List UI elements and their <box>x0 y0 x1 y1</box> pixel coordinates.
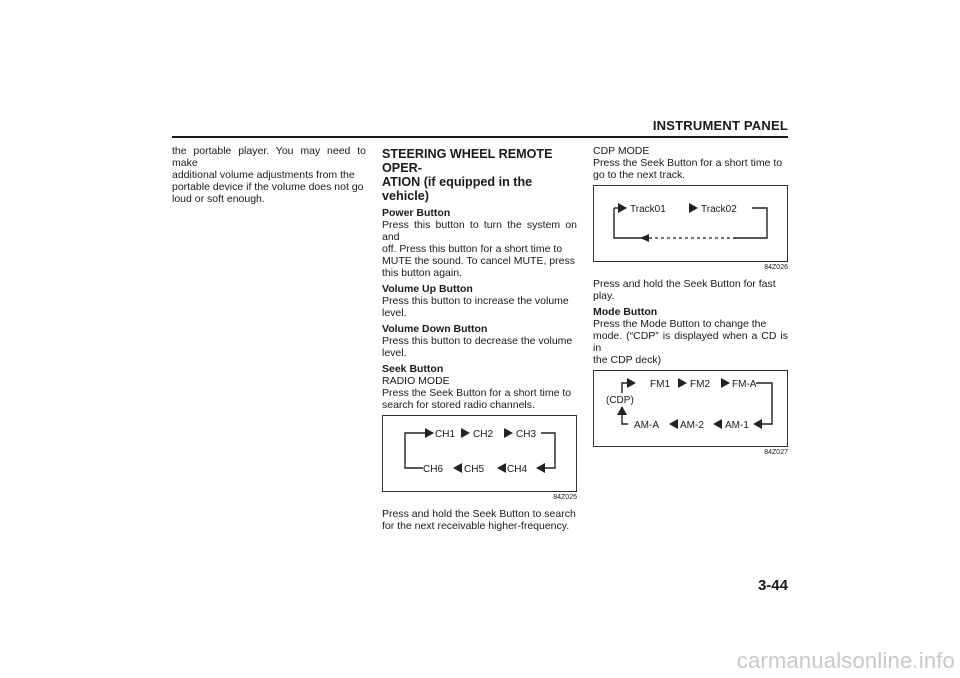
seek-button-section <box>382 363 577 411</box>
radio-mode-label: RADIO MODE <box>382 375 450 387</box>
column-2 <box>382 145 577 536</box>
ch2-label: CH2 <box>473 429 494 440</box>
power-button-section <box>382 207 577 279</box>
intro-paragraph <box>172 145 366 205</box>
text-line: Press the Seek Button for a short time to <box>593 157 783 169</box>
power-button-heading: Power Button <box>382 207 451 219</box>
text-line: Press the Mode Button to change the <box>593 318 767 330</box>
section-title-line: ATION (if equipped in the vehicle) <box>382 175 533 203</box>
ama-label: AM-A <box>634 420 659 431</box>
text-line: MUTE the sound. To cancel MUTE, press <box>382 255 575 267</box>
fast-play-paragraph <box>593 278 788 302</box>
ch6-label: CH6 <box>423 464 444 475</box>
ch3-label: CH3 <box>516 429 537 440</box>
volume-up-section <box>382 283 577 319</box>
fm1-label: FM1 <box>650 379 670 390</box>
text-line: portable device if the volume does not go <box>172 181 364 193</box>
text-line: for the next receivable higher-frequency. <box>382 520 570 532</box>
section-title-line: STEERING WHEEL REMOTE OPER- <box>382 147 553 175</box>
page-number: 3-44 <box>757 577 788 594</box>
seek-hold-paragraph <box>382 508 577 532</box>
text-line: go to the next track. <box>593 169 686 181</box>
text-line: Press this button to turn the system on and <box>382 219 577 243</box>
text-line: Press this button to increase the volume <box>382 295 569 307</box>
text-line: the portable player. You may need to make <box>172 145 366 169</box>
mode-diagram <box>593 370 788 447</box>
text-line: level. <box>382 347 407 359</box>
text-line: loud or soft enough. <box>172 193 265 205</box>
text-line: search for stored radio channels. <box>382 399 535 411</box>
mode-button-section <box>593 306 788 366</box>
track-diagram <box>593 185 788 262</box>
track01-label: Track01 <box>630 204 666 215</box>
ch5-label: CH5 <box>464 464 485 475</box>
am2-label: AM-2 <box>680 420 704 431</box>
text-line: off. Press this button for a short time to <box>382 243 563 255</box>
header-title: INSTRUMENT PANEL <box>652 118 788 133</box>
figure-code: 84Z026 <box>764 264 788 271</box>
mode-button-heading: Mode Button <box>593 306 658 318</box>
figure-code: 84Z027 <box>764 449 788 456</box>
text-line: the CDP deck) <box>593 354 662 366</box>
watermark: carmanualsonline.info <box>736 648 955 673</box>
cdp-label: (CDP) <box>606 395 634 406</box>
text-line: Press the Seek Button for a short time to <box>382 387 572 399</box>
volume-down-heading: Volume Down Button <box>382 323 488 335</box>
volume-down-section <box>382 323 577 359</box>
figure-code: 84Z025 <box>553 494 577 501</box>
radio-channel-diagram <box>382 415 577 492</box>
ch1-label: CH1 <box>435 429 456 440</box>
text-line: Press and hold the Seek Button for fast <box>593 278 776 290</box>
volume-up-heading: Volume Up Button <box>382 283 473 295</box>
seek-button-heading: Seek Button <box>382 363 444 375</box>
text-line: Press and hold the Seek Button to search <box>382 508 576 520</box>
cdp-mode-label: CDP MODE <box>593 145 650 157</box>
text-line: play. <box>593 290 615 302</box>
fm2-label: FM2 <box>690 379 710 390</box>
header-rule <box>172 136 788 138</box>
cdp-mode-section <box>593 145 788 181</box>
text-line: Press this button to decrease the volume <box>382 335 573 347</box>
am1-label: AM-1 <box>725 420 749 431</box>
text-line: level. <box>382 307 407 319</box>
fma-label: FM-A <box>732 379 757 390</box>
text-line: mode. (“CDP” is displayed when a CD is in <box>593 330 788 354</box>
text-line: this button again. <box>382 267 462 279</box>
column-3 <box>593 145 788 463</box>
text-line: additional volume adjustments from the <box>172 169 355 181</box>
ch4-label: CH4 <box>507 464 528 475</box>
track02-label: Track02 <box>701 204 737 215</box>
column-1 <box>172 145 366 209</box>
section-title <box>382 147 577 203</box>
